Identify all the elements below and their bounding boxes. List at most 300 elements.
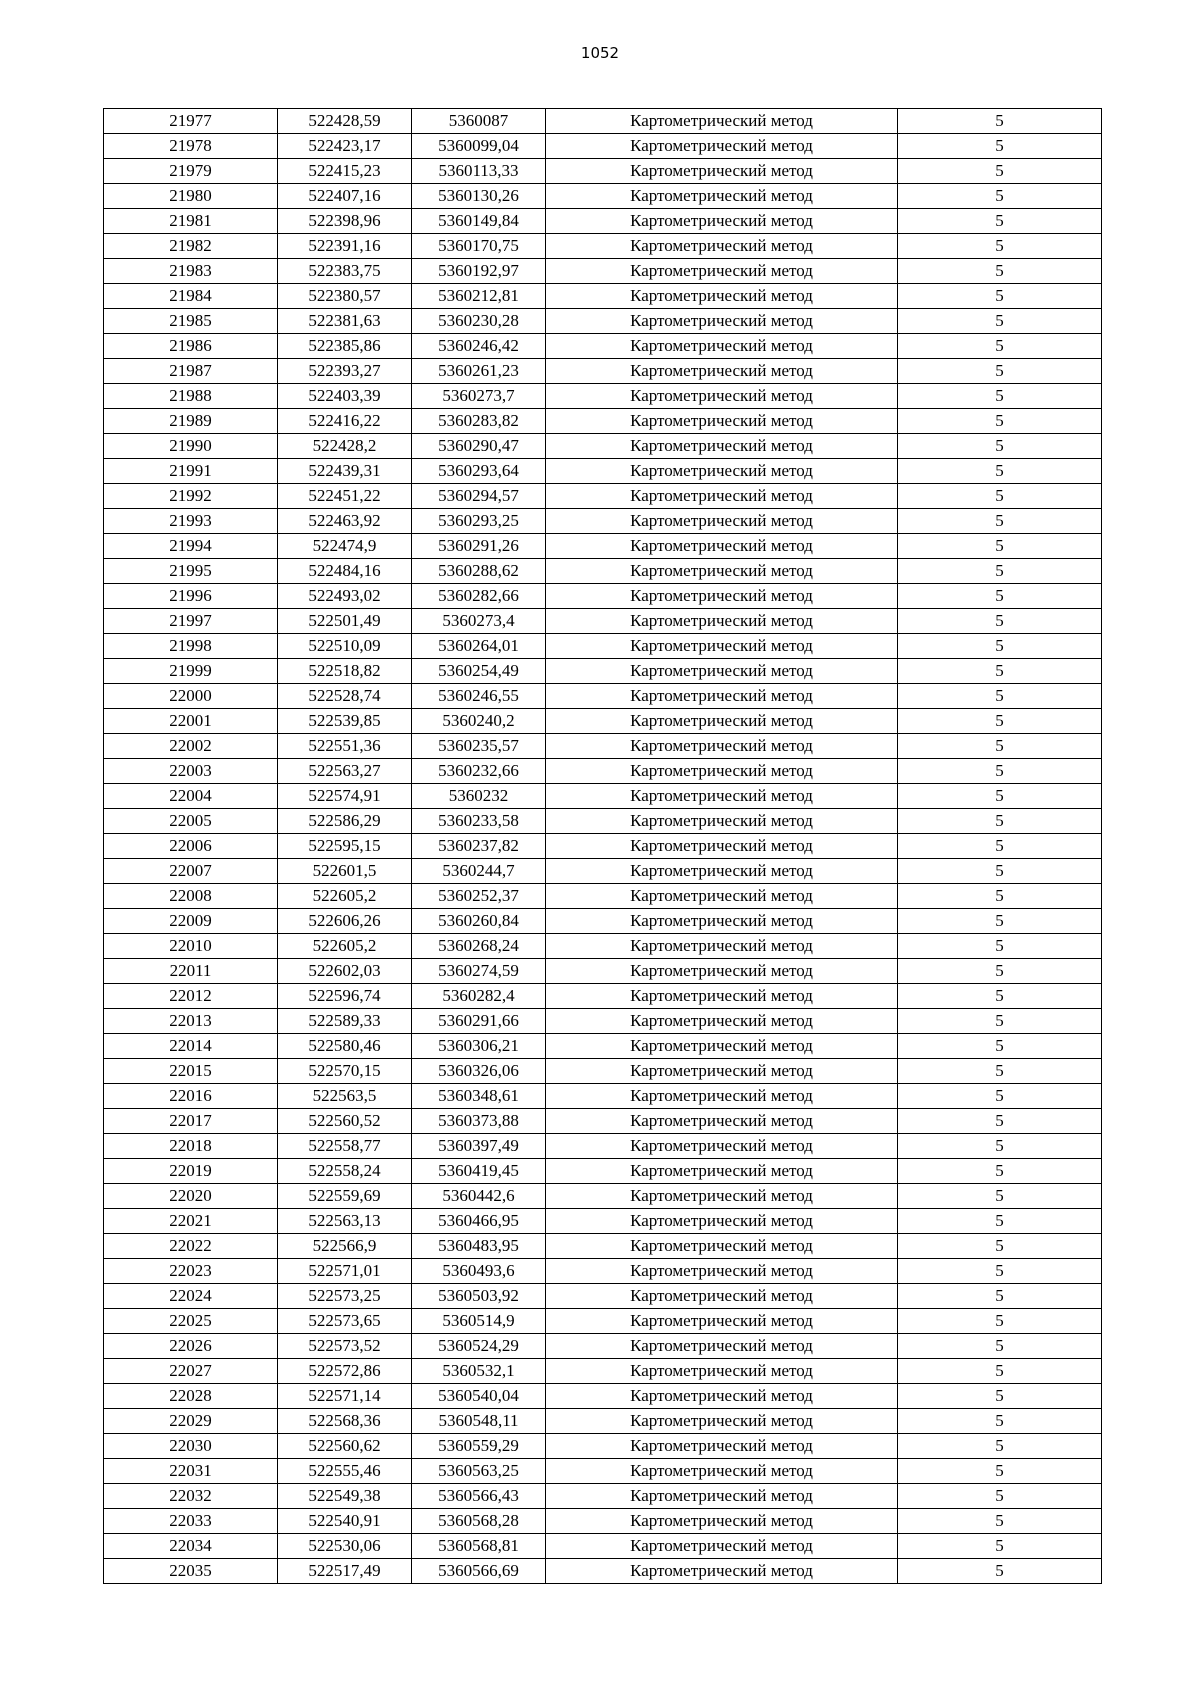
x-coordinate-cell: 522563,27: [278, 759, 412, 784]
table-row: [104, 634, 1102, 659]
point-number-cell: 21982: [104, 234, 278, 259]
x-coordinate-cell: 522501,49: [278, 609, 412, 634]
point-number-cell: 21980: [104, 184, 278, 209]
accuracy-cell: 5: [898, 309, 1102, 334]
x-coordinate-cell: 522385,86: [278, 334, 412, 359]
y-coordinate-cell: 5360246,55: [412, 684, 546, 709]
y-coordinate-cell: 5360483,95: [412, 1234, 546, 1259]
point-number-cell: 22003: [104, 759, 278, 784]
table-row: [104, 184, 1102, 209]
method-cell: Картометрический метод: [546, 759, 898, 784]
y-coordinate-cell: 5360514,9: [412, 1309, 546, 1334]
method-cell: Картометрический метод: [546, 509, 898, 534]
y-coordinate-cell: 5360233,58: [412, 809, 546, 834]
method-cell: Картометрический метод: [546, 884, 898, 909]
table-row: [104, 209, 1102, 234]
y-coordinate-cell: 5360291,26: [412, 534, 546, 559]
point-number-cell: 22020: [104, 1184, 278, 1209]
accuracy-cell: 5: [898, 1409, 1102, 1434]
table-row: [104, 1384, 1102, 1409]
table-row: [104, 334, 1102, 359]
table-row: [104, 1409, 1102, 1434]
method-cell: Картометрический метод: [546, 684, 898, 709]
accuracy-cell: 5: [898, 709, 1102, 734]
y-coordinate-cell: 5360568,28: [412, 1509, 546, 1534]
table-row: [104, 984, 1102, 1009]
x-coordinate-cell: 522589,33: [278, 1009, 412, 1034]
method-cell: Картометрический метод: [546, 734, 898, 759]
accuracy-cell: 5: [898, 934, 1102, 959]
table-row: [104, 234, 1102, 259]
point-number-cell: 22012: [104, 984, 278, 1009]
accuracy-cell: 5: [898, 1509, 1102, 1534]
y-coordinate-cell: 5360244,7: [412, 859, 546, 884]
method-cell: Картометрический метод: [546, 1234, 898, 1259]
table-row: [104, 459, 1102, 484]
accuracy-cell: 5: [898, 584, 1102, 609]
accuracy-cell: 5: [898, 1059, 1102, 1084]
x-coordinate-cell: 522573,65: [278, 1309, 412, 1334]
table-row: [104, 309, 1102, 334]
point-number-cell: 22029: [104, 1409, 278, 1434]
point-number-cell: 21977: [104, 109, 278, 134]
x-coordinate-cell: 522380,57: [278, 284, 412, 309]
y-coordinate-cell: 5360260,84: [412, 909, 546, 934]
method-cell: Картометрический метод: [546, 1334, 898, 1359]
method-cell: Картометрический метод: [546, 434, 898, 459]
x-coordinate-cell: 522601,5: [278, 859, 412, 884]
method-cell: Картометрический метод: [546, 584, 898, 609]
y-coordinate-cell: 5360099,04: [412, 134, 546, 159]
x-coordinate-cell: 522493,02: [278, 584, 412, 609]
x-coordinate-cell: 522563,5: [278, 1084, 412, 1109]
method-cell: Картометрический метод: [546, 1109, 898, 1134]
table-row: [104, 434, 1102, 459]
table-row: [104, 1109, 1102, 1134]
point-number-cell: 22014: [104, 1034, 278, 1059]
coordinates-table-body: [104, 109, 1102, 1584]
x-coordinate-cell: 522518,82: [278, 659, 412, 684]
accuracy-cell: 5: [898, 1534, 1102, 1559]
table-row: [104, 1184, 1102, 1209]
accuracy-cell: 5: [898, 909, 1102, 934]
y-coordinate-cell: 5360294,57: [412, 484, 546, 509]
point-number-cell: 22008: [104, 884, 278, 909]
accuracy-cell: 5: [898, 1384, 1102, 1409]
table-row: [104, 934, 1102, 959]
method-cell: Картометрический метод: [546, 859, 898, 884]
point-number-cell: 21993: [104, 509, 278, 534]
method-cell: Картометрический метод: [546, 209, 898, 234]
method-cell: Картометрический метод: [546, 959, 898, 984]
x-coordinate-cell: 522555,46: [278, 1459, 412, 1484]
x-coordinate-cell: 522595,15: [278, 834, 412, 859]
x-coordinate-cell: 522407,16: [278, 184, 412, 209]
method-cell: Картометрический метод: [546, 1484, 898, 1509]
point-number-cell: 21998: [104, 634, 278, 659]
y-coordinate-cell: 5360503,92: [412, 1284, 546, 1309]
table-row: [104, 509, 1102, 534]
accuracy-cell: 5: [898, 434, 1102, 459]
table-row: [104, 1509, 1102, 1534]
table-row: [104, 384, 1102, 409]
x-coordinate-cell: 522451,22: [278, 484, 412, 509]
method-cell: Картометрический метод: [546, 159, 898, 184]
method-cell: Картометрический метод: [546, 184, 898, 209]
point-number-cell: 21987: [104, 359, 278, 384]
method-cell: Картометрический метод: [546, 234, 898, 259]
table-row: [104, 534, 1102, 559]
point-number-cell: 22010: [104, 934, 278, 959]
accuracy-cell: 5: [898, 509, 1102, 534]
accuracy-cell: 5: [898, 409, 1102, 434]
table-row: [104, 1359, 1102, 1384]
table-row: [104, 259, 1102, 284]
method-cell: Картометрический метод: [546, 809, 898, 834]
y-coordinate-cell: 5360268,24: [412, 934, 546, 959]
accuracy-cell: 5: [898, 1309, 1102, 1334]
accuracy-cell: 5: [898, 784, 1102, 809]
accuracy-cell: 5: [898, 959, 1102, 984]
accuracy-cell: 5: [898, 1334, 1102, 1359]
point-number-cell: 21996: [104, 584, 278, 609]
y-coordinate-cell: 5360306,21: [412, 1034, 546, 1059]
y-coordinate-cell: 5360170,75: [412, 234, 546, 259]
x-coordinate-cell: 522415,23: [278, 159, 412, 184]
accuracy-cell: 5: [898, 1284, 1102, 1309]
coordinates-table: [103, 108, 1102, 1584]
x-coordinate-cell: 522528,74: [278, 684, 412, 709]
y-coordinate-cell: 5360288,62: [412, 559, 546, 584]
y-coordinate-cell: 5360540,04: [412, 1384, 546, 1409]
point-number-cell: 22009: [104, 909, 278, 934]
table-row: [104, 1484, 1102, 1509]
accuracy-cell: 5: [898, 884, 1102, 909]
method-cell: Картометрический метод: [546, 409, 898, 434]
accuracy-cell: 5: [898, 984, 1102, 1009]
point-number-cell: 21991: [104, 459, 278, 484]
point-number-cell: 21981: [104, 209, 278, 234]
method-cell: Картометрический метод: [546, 909, 898, 934]
method-cell: Картометрический метод: [546, 109, 898, 134]
y-coordinate-cell: 5360566,43: [412, 1484, 546, 1509]
table-row: [104, 409, 1102, 434]
point-number-cell: 22017: [104, 1109, 278, 1134]
y-coordinate-cell: 5360397,49: [412, 1134, 546, 1159]
table-row: [104, 609, 1102, 634]
point-number-cell: 21984: [104, 284, 278, 309]
accuracy-cell: 5: [898, 834, 1102, 859]
point-number-cell: 21983: [104, 259, 278, 284]
point-number-cell: 22021: [104, 1209, 278, 1234]
point-number-cell: 21994: [104, 534, 278, 559]
y-coordinate-cell: 5360252,37: [412, 884, 546, 909]
y-coordinate-cell: 5360283,82: [412, 409, 546, 434]
table-row: [104, 1134, 1102, 1159]
method-cell: Картометрический метод: [546, 534, 898, 559]
table-row: [104, 1259, 1102, 1284]
x-coordinate-cell: 522428,2: [278, 434, 412, 459]
y-coordinate-cell: 5360293,64: [412, 459, 546, 484]
y-coordinate-cell: 5360419,45: [412, 1159, 546, 1184]
accuracy-cell: 5: [898, 259, 1102, 284]
method-cell: Картометрический метод: [546, 984, 898, 1009]
table-row: [104, 909, 1102, 934]
point-number-cell: 22007: [104, 859, 278, 884]
x-coordinate-cell: 522393,27: [278, 359, 412, 384]
x-coordinate-cell: 522484,16: [278, 559, 412, 584]
x-coordinate-cell: 522566,9: [278, 1234, 412, 1259]
x-coordinate-cell: 522474,9: [278, 534, 412, 559]
y-coordinate-cell: 5360130,26: [412, 184, 546, 209]
x-coordinate-cell: 522428,59: [278, 109, 412, 134]
point-number-cell: 22027: [104, 1359, 278, 1384]
accuracy-cell: 5: [898, 1184, 1102, 1209]
method-cell: Картометрический метод: [546, 1384, 898, 1409]
accuracy-cell: 5: [898, 734, 1102, 759]
y-coordinate-cell: 5360237,82: [412, 834, 546, 859]
x-coordinate-cell: 522551,36: [278, 734, 412, 759]
x-coordinate-cell: 522580,46: [278, 1034, 412, 1059]
x-coordinate-cell: 522570,15: [278, 1059, 412, 1084]
accuracy-cell: 5: [898, 1359, 1102, 1384]
accuracy-cell: 5: [898, 1109, 1102, 1134]
y-coordinate-cell: 5360282,4: [412, 984, 546, 1009]
accuracy-cell: 5: [898, 209, 1102, 234]
table-row: [104, 484, 1102, 509]
table-row: [104, 734, 1102, 759]
method-cell: Картометрический метод: [546, 1134, 898, 1159]
x-coordinate-cell: 522391,16: [278, 234, 412, 259]
method-cell: Картометрический метод: [546, 834, 898, 859]
x-coordinate-cell: 522596,74: [278, 984, 412, 1009]
method-cell: Картометрический метод: [546, 309, 898, 334]
method-cell: Картометрический метод: [546, 1459, 898, 1484]
table-row: [104, 884, 1102, 909]
accuracy-cell: 5: [898, 859, 1102, 884]
x-coordinate-cell: 522383,75: [278, 259, 412, 284]
accuracy-cell: 5: [898, 659, 1102, 684]
y-coordinate-cell: 5360524,29: [412, 1334, 546, 1359]
x-coordinate-cell: 522558,24: [278, 1159, 412, 1184]
page-number: 1052: [580, 44, 620, 62]
table-row: [104, 684, 1102, 709]
point-number-cell: 22013: [104, 1009, 278, 1034]
point-number-cell: 22030: [104, 1434, 278, 1459]
y-coordinate-cell: 5360326,06: [412, 1059, 546, 1084]
accuracy-cell: 5: [898, 1209, 1102, 1234]
table-row: [104, 834, 1102, 859]
y-coordinate-cell: 5360113,33: [412, 159, 546, 184]
table-row: [104, 1009, 1102, 1034]
y-coordinate-cell: 5360235,57: [412, 734, 546, 759]
x-coordinate-cell: 522574,91: [278, 784, 412, 809]
x-coordinate-cell: 522563,13: [278, 1209, 412, 1234]
point-number-cell: 22019: [104, 1159, 278, 1184]
method-cell: Картометрический метод: [546, 334, 898, 359]
method-cell: Картометрический метод: [546, 634, 898, 659]
y-coordinate-cell: 5360559,29: [412, 1434, 546, 1459]
y-coordinate-cell: 5360240,2: [412, 709, 546, 734]
y-coordinate-cell: 5360568,81: [412, 1534, 546, 1559]
method-cell: Картометрический метод: [546, 1309, 898, 1334]
y-coordinate-cell: 5360290,47: [412, 434, 546, 459]
y-coordinate-cell: 5360232,66: [412, 759, 546, 784]
x-coordinate-cell: 522549,38: [278, 1484, 412, 1509]
accuracy-cell: 5: [898, 234, 1102, 259]
point-number-cell: 21999: [104, 659, 278, 684]
point-number-cell: 22004: [104, 784, 278, 809]
point-number-cell: 22032: [104, 1484, 278, 1509]
method-cell: Картометрический метод: [546, 1434, 898, 1459]
x-coordinate-cell: 522605,2: [278, 934, 412, 959]
y-coordinate-cell: 5360293,25: [412, 509, 546, 534]
point-number-cell: 22031: [104, 1459, 278, 1484]
y-coordinate-cell: 5360149,84: [412, 209, 546, 234]
point-number-cell: 22034: [104, 1534, 278, 1559]
table-row: [104, 1559, 1102, 1584]
accuracy-cell: 5: [898, 484, 1102, 509]
y-coordinate-cell: 5360254,49: [412, 659, 546, 684]
method-cell: Картометрический метод: [546, 1259, 898, 1284]
y-coordinate-cell: 5360246,42: [412, 334, 546, 359]
x-coordinate-cell: 522539,85: [278, 709, 412, 734]
method-cell: Картометрический метод: [546, 284, 898, 309]
accuracy-cell: 5: [898, 284, 1102, 309]
accuracy-cell: 5: [898, 559, 1102, 584]
table-row: [104, 659, 1102, 684]
x-coordinate-cell: 522568,36: [278, 1409, 412, 1434]
method-cell: Картометрический метод: [546, 609, 898, 634]
x-coordinate-cell: 522398,96: [278, 209, 412, 234]
point-number-cell: 22018: [104, 1134, 278, 1159]
x-coordinate-cell: 522439,31: [278, 459, 412, 484]
point-number-cell: 22000: [104, 684, 278, 709]
method-cell: Картометрический метод: [546, 259, 898, 284]
table-row: [104, 109, 1102, 134]
method-cell: Картометрический метод: [546, 1084, 898, 1109]
accuracy-cell: 5: [898, 809, 1102, 834]
method-cell: Картометрический метод: [546, 484, 898, 509]
x-coordinate-cell: 522571,01: [278, 1259, 412, 1284]
x-coordinate-cell: 522517,49: [278, 1559, 412, 1584]
accuracy-cell: 5: [898, 1009, 1102, 1034]
table-row: [104, 1334, 1102, 1359]
table-row: [104, 159, 1102, 184]
accuracy-cell: 5: [898, 384, 1102, 409]
point-number-cell: 22006: [104, 834, 278, 859]
table-row: [104, 1059, 1102, 1084]
point-number-cell: 21990: [104, 434, 278, 459]
accuracy-cell: 5: [898, 109, 1102, 134]
accuracy-cell: 5: [898, 1084, 1102, 1109]
accuracy-cell: 5: [898, 159, 1102, 184]
accuracy-cell: 5: [898, 1134, 1102, 1159]
x-coordinate-cell: 522573,52: [278, 1334, 412, 1359]
method-cell: Картометрический метод: [546, 1059, 898, 1084]
y-coordinate-cell: 5360192,97: [412, 259, 546, 284]
point-number-cell: 21997: [104, 609, 278, 634]
y-coordinate-cell: 5360566,69: [412, 1559, 546, 1584]
table-row: [104, 284, 1102, 309]
accuracy-cell: 5: [898, 459, 1102, 484]
y-coordinate-cell: 5360230,28: [412, 309, 546, 334]
method-cell: Картометрический метод: [546, 459, 898, 484]
method-cell: Картометрический метод: [546, 709, 898, 734]
y-coordinate-cell: 5360087: [412, 109, 546, 134]
y-coordinate-cell: 5360264,01: [412, 634, 546, 659]
accuracy-cell: 5: [898, 634, 1102, 659]
accuracy-cell: 5: [898, 1259, 1102, 1284]
x-coordinate-cell: 522586,29: [278, 809, 412, 834]
table-row: [104, 784, 1102, 809]
point-number-cell: 21986: [104, 334, 278, 359]
x-coordinate-cell: 522403,39: [278, 384, 412, 409]
point-number-cell: 22024: [104, 1284, 278, 1309]
point-number-cell: 22011: [104, 959, 278, 984]
point-number-cell: 22005: [104, 809, 278, 834]
method-cell: Картометрический метод: [546, 359, 898, 384]
accuracy-cell: 5: [898, 684, 1102, 709]
method-cell: Картометрический метод: [546, 1359, 898, 1384]
x-coordinate-cell: 522463,92: [278, 509, 412, 534]
method-cell: Картометрический метод: [546, 659, 898, 684]
x-coordinate-cell: 522530,06: [278, 1534, 412, 1559]
point-number-cell: 22028: [104, 1384, 278, 1409]
y-coordinate-cell: 5360493,6: [412, 1259, 546, 1284]
table-row: [104, 809, 1102, 834]
accuracy-cell: 5: [898, 1234, 1102, 1259]
table-row: [104, 1284, 1102, 1309]
x-coordinate-cell: 522423,17: [278, 134, 412, 159]
accuracy-cell: 5: [898, 1434, 1102, 1459]
x-coordinate-cell: 522381,63: [278, 309, 412, 334]
y-coordinate-cell: 5360261,23: [412, 359, 546, 384]
accuracy-cell: 5: [898, 609, 1102, 634]
point-number-cell: 22002: [104, 734, 278, 759]
y-coordinate-cell: 5360212,81: [412, 284, 546, 309]
method-cell: Картометрический метод: [546, 134, 898, 159]
table-row: [104, 1084, 1102, 1109]
point-number-cell: 21979: [104, 159, 278, 184]
x-coordinate-cell: 522559,69: [278, 1184, 412, 1209]
x-coordinate-cell: 522606,26: [278, 909, 412, 934]
x-coordinate-cell: 522510,09: [278, 634, 412, 659]
table-row: [104, 1159, 1102, 1184]
y-coordinate-cell: 5360232: [412, 784, 546, 809]
y-coordinate-cell: 5360442,6: [412, 1184, 546, 1209]
point-number-cell: 21988: [104, 384, 278, 409]
x-coordinate-cell: 522571,14: [278, 1384, 412, 1409]
y-coordinate-cell: 5360274,59: [412, 959, 546, 984]
method-cell: Картометрический метод: [546, 1509, 898, 1534]
table-row: [104, 709, 1102, 734]
x-coordinate-cell: 522416,22: [278, 409, 412, 434]
method-cell: Картометрический метод: [546, 1209, 898, 1234]
point-number-cell: 21985: [104, 309, 278, 334]
table-row: [104, 134, 1102, 159]
x-coordinate-cell: 522558,77: [278, 1134, 412, 1159]
accuracy-cell: 5: [898, 1159, 1102, 1184]
accuracy-cell: 5: [898, 134, 1102, 159]
accuracy-cell: 5: [898, 759, 1102, 784]
table-row: [104, 1234, 1102, 1259]
table-row: [104, 859, 1102, 884]
point-number-cell: 21995: [104, 559, 278, 584]
method-cell: Картометрический метод: [546, 1559, 898, 1584]
y-coordinate-cell: 5360548,11: [412, 1409, 546, 1434]
method-cell: Картометрический метод: [546, 1184, 898, 1209]
